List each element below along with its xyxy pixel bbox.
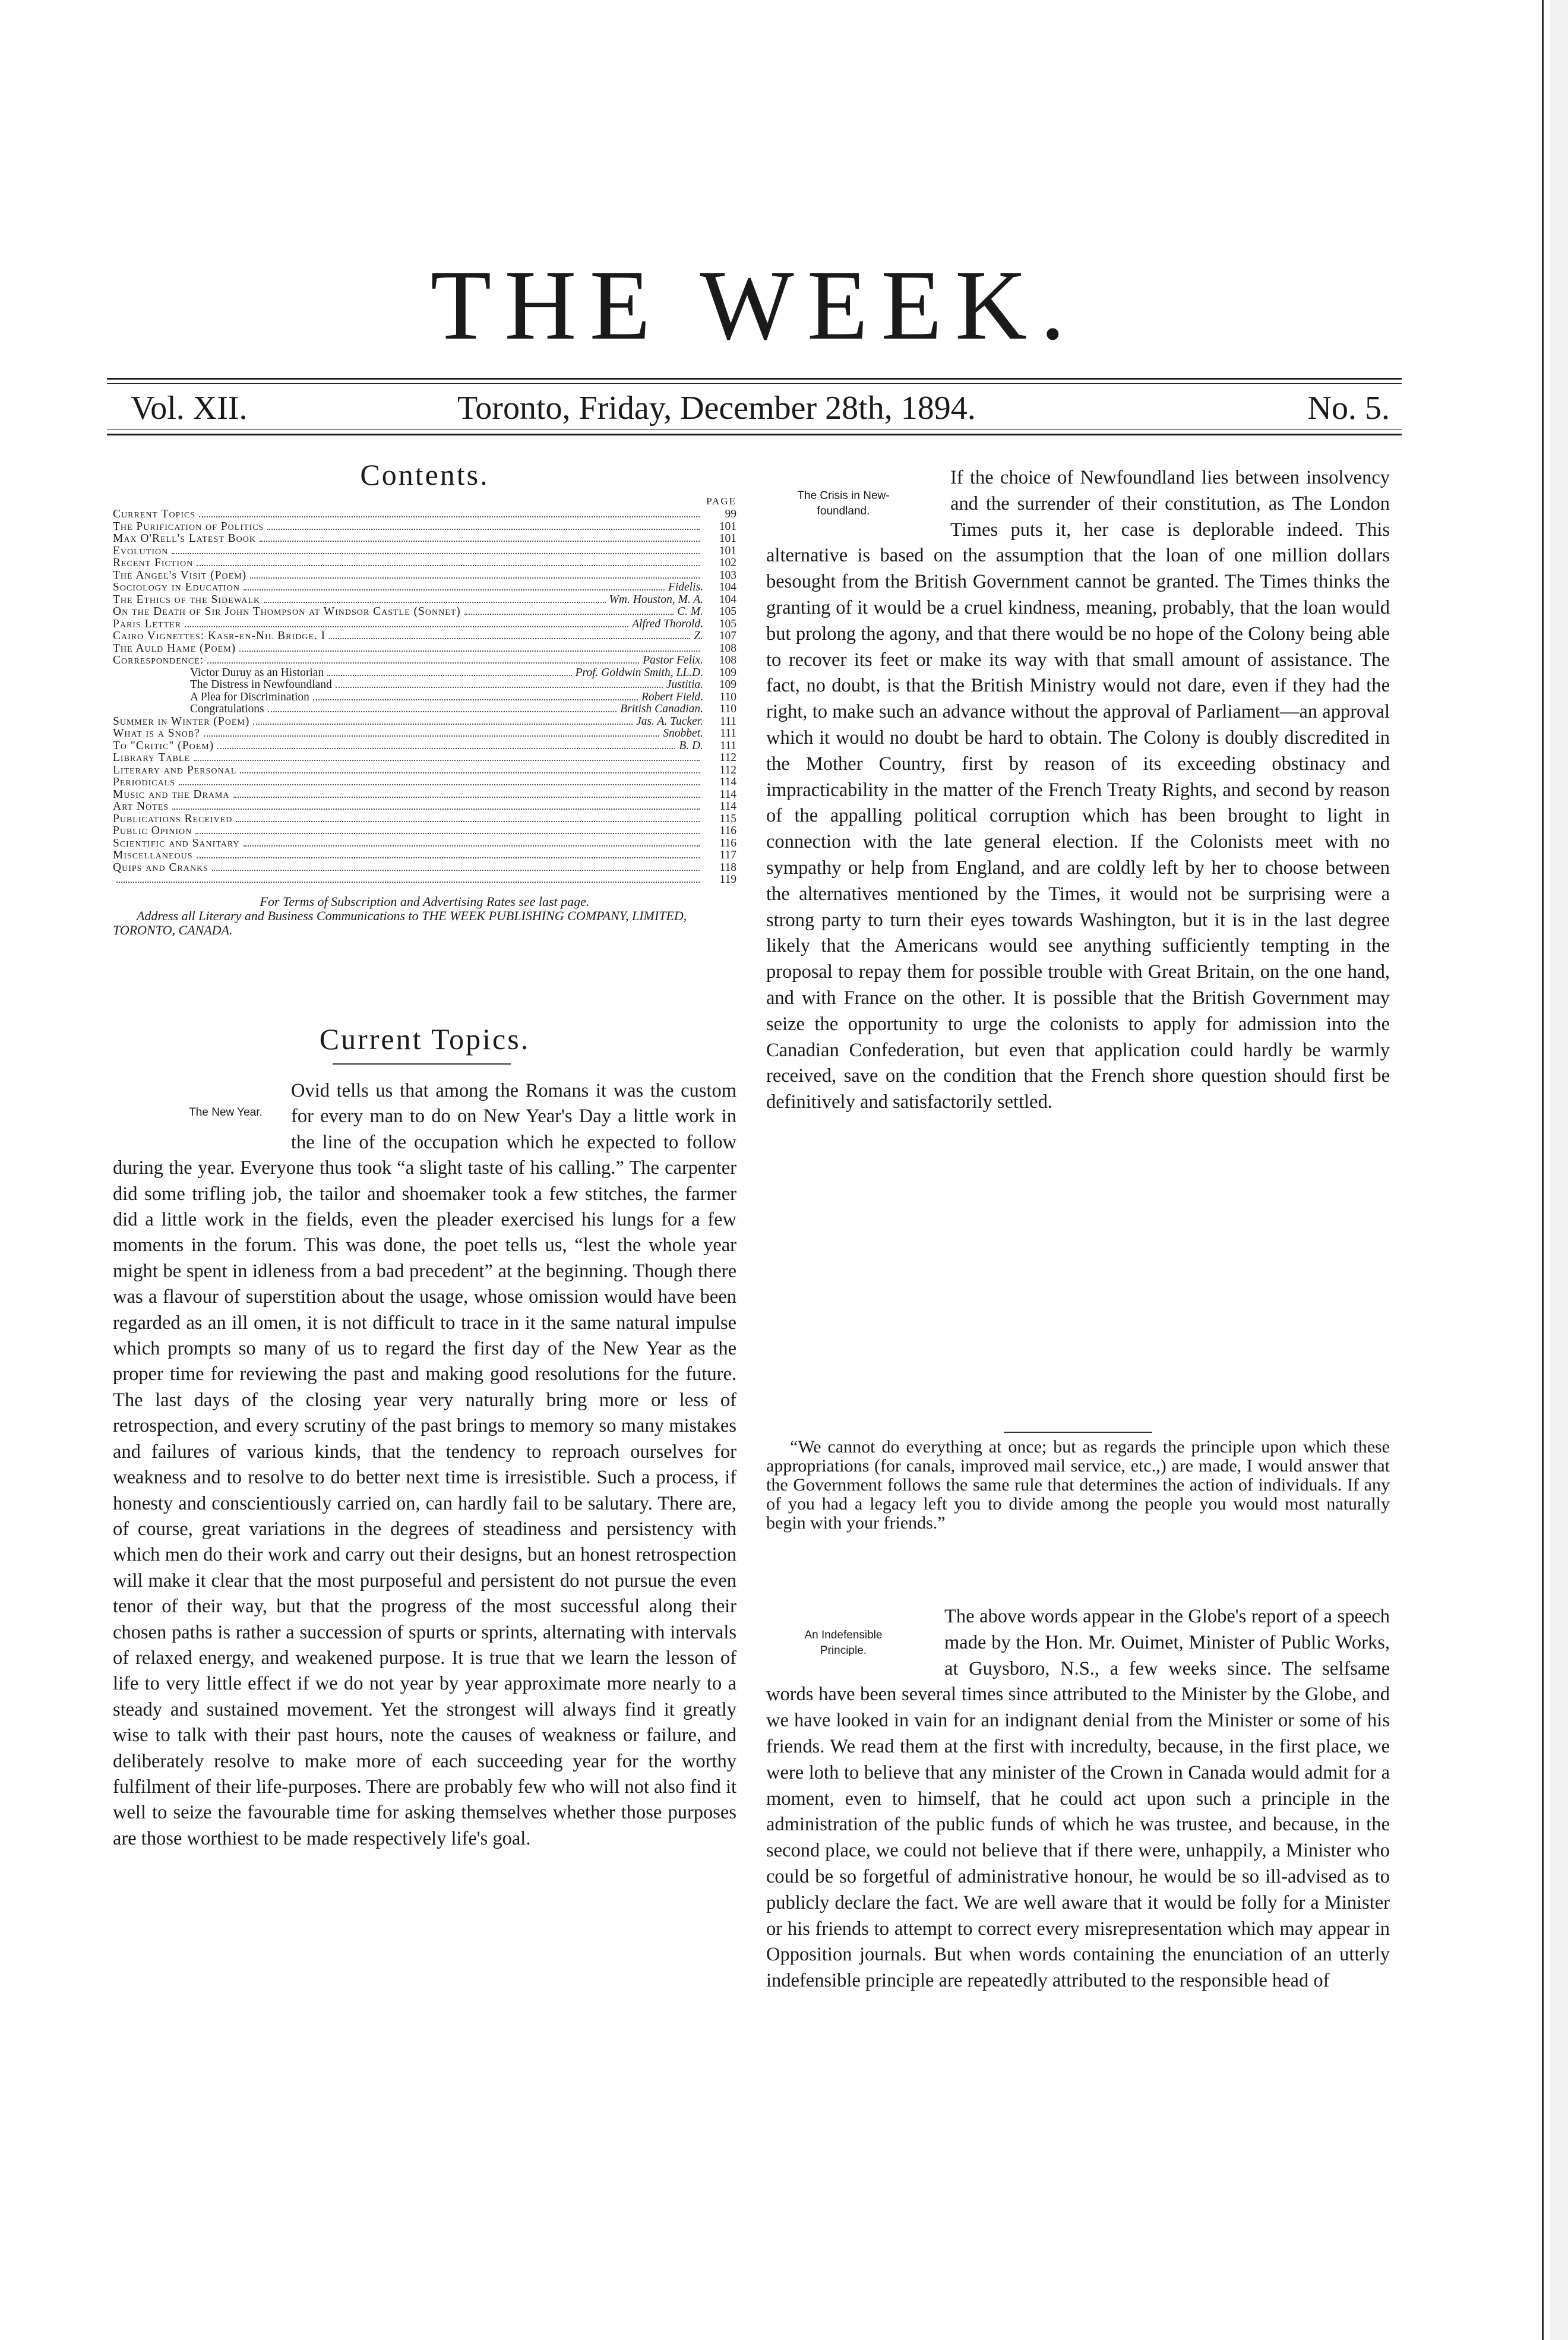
contents-entry-title: Evolution	[113, 544, 169, 557]
contents-entry-page: 101	[719, 520, 736, 533]
contents-section	[113, 457, 736, 937]
contents-entry-title: Recent Fiction	[113, 557, 194, 569]
contents-entry-author: Jas. A. Tucker.	[636, 715, 703, 728]
contents-entry	[113, 582, 736, 594]
contents-entry-title: Victor Duruy as an Historian	[190, 666, 324, 679]
contents-entry-title: Quips and Cranks	[113, 861, 208, 874]
contents-entry	[113, 801, 736, 813]
article-divider	[1004, 1432, 1152, 1433]
contents-entry-page: 104	[719, 581, 736, 593]
contents-entry-title: Miscellaneous	[113, 849, 193, 861]
contents-entry-page: 111	[720, 715, 736, 728]
contents-entry	[113, 728, 736, 740]
contents-entry-title: Sociology in Education	[113, 581, 240, 593]
contents-entry-page: 116	[719, 825, 736, 837]
article-newfoundland-text: If the choice of Newfoundland lies between insolvency and the surrender of their constitution, as The London Times puts it, her case is deplorable indeed. This alternative is based on the assumption that the loan of one million dollars besought from the British Government cannot be granted. The Times thinks the granting of it would be a cruel kindness, meaning, probably, that the loan would but prolong the agony, and that there would be no hope of the Colony being able to recover its feet or make its way with that small amount of assistance. The fact, no doubt, is that the British Ministry would not dare, even if they had the right, to make such an advance without the approval of Parliament—an approval which it would no doubt be hard to obtain. The Colony is doubly discredited in the Mother Country, first by reason of its exceeding obstinacy and impracticability in the matter of the French Treaty Rights, and second by reason of the appalling political corruption which has been brought to light in connection with the late general election. If the Colonists meet with no sympathy or help from England, and are coldly left by her to choose between the alternatives mentioned by the Times, it would not be surprising were a strong party to turn their eyes towards Washington, but it is in the last degree likely that the Americans would see anything sufficiently tempting in the proposal to repay them for possible trouble with Great Britain, on the one hand, and with France on the other. It is possible that the British Government may seize the opportunity to urge the colonists to apply for admission into the Canadian Confederation, but even that application could hardly be warmly received, save on the condition that the French shore question should first be definitively and satisfactorily settled.	[766, 467, 1390, 1113]
leader-dots	[194, 760, 700, 761]
contents-entry	[113, 521, 736, 533]
contents-entry	[113, 509, 736, 521]
leader-dots	[244, 589, 665, 590]
contents-entry-title: The Ethics of the Sidewalk	[113, 593, 261, 606]
leader-dots	[195, 833, 700, 834]
contents-entry	[113, 850, 736, 862]
contents-entry	[113, 655, 736, 667]
leader-dots	[239, 650, 700, 652]
leader-dots	[240, 772, 700, 773]
leader-dots	[267, 529, 700, 530]
contents-entry-title: What is a Snob?	[113, 727, 200, 740]
leader-dots	[197, 857, 700, 858]
leader-dots	[172, 553, 700, 554]
article-new-year	[113, 1078, 736, 1852]
contents-entry	[113, 618, 736, 631]
contents-entry-title: A Plea for Discrimination	[190, 690, 309, 703]
contents-entry-author: Pastor Felix.	[643, 654, 703, 667]
leader-dots	[250, 577, 700, 579]
contents-title: Contents.	[360, 458, 489, 491]
contents-entry	[113, 874, 736, 886]
contents-entry-page: 119	[719, 873, 736, 886]
contents-entry	[113, 691, 736, 704]
address-note: Address all Literary and Business Communications to THE WEEK PUBLISHING COMPANY, LIMITED, TORONTO, CANADA.	[113, 908, 687, 937]
contents-entry	[113, 813, 736, 826]
contents-entry-title: Congratulations	[190, 703, 264, 715]
contents-entry-page: 118	[719, 861, 736, 874]
contents-entry-title: Publications Received	[113, 812, 233, 825]
contents-entry-author: British Canadian.	[620, 703, 703, 715]
leader-dots	[313, 699, 638, 700]
contents-entry-page: 116	[719, 836, 736, 850]
leader-dots	[264, 602, 606, 603]
contents-entry-author: Justitia.	[666, 678, 703, 691]
leader-dots	[336, 687, 663, 688]
contents-entry-author: C. M.	[677, 605, 703, 618]
contents-list	[113, 509, 736, 886]
volume-label: Vol. XII.	[131, 390, 248, 427]
contents-entry-title: Paris Letter	[113, 617, 182, 630]
contents-entry	[113, 838, 736, 850]
contents-entry	[113, 703, 736, 716]
contents-entry	[113, 789, 736, 801]
contents-entry-title: The Auld Hame (Poem)	[113, 642, 236, 655]
contents-entry-title: Current Topics	[113, 508, 196, 520]
contents-entry-page: 107	[719, 630, 736, 642]
contents-entry-author: Z.	[694, 630, 703, 642]
leader-dots	[268, 711, 617, 712]
contents-entry-author: Snobbet.	[663, 727, 703, 740]
contents-entry-title: Art Notes	[113, 800, 169, 813]
contents-entry-title: Max O'Rell's Latest Book	[113, 532, 256, 545]
contents-entry	[113, 557, 736, 570]
contents-entry	[113, 862, 736, 874]
contents-entry	[113, 533, 736, 545]
contents-entry-page: 108	[719, 642, 736, 655]
leader-dots	[260, 541, 700, 542]
contents-entry-page: 111	[720, 727, 736, 740]
contents-entry-page: 110	[719, 690, 736, 703]
leader-dots	[116, 882, 700, 883]
contents-entry	[113, 570, 736, 582]
article-principle-text: The above words appear in the Globe's report of a speech made by the Hon. Mr. Ouimet, Minister of Public Works, at Guysboro, N.S., a few weeks since. The selfsame words have been several times since attributed to the Minister by the Globe, and we have looked in vain for an indignant denial from the Minister or some of his friends. We read them at the first with incredulty, because, in the first place, we were loth to believe that any minister of the Crown in Canada would admit for a moment, even to himself, that he could act upon such a principle in the administration of the public funds of which he was trustee, and because, in the second place, we could not believe that if there were, unhappily, a Minister who could be so forgetful of administrative honour, he would be so ill-advised as to publicly declare the fact. We are well aware that it would be folly for a Minister or his friends to attempt to correct every misrepresentation which may appear in Opposition journals. But when words containing the enunciation of an utterly indefensible principle are repeatedly attributed to the responsible head of	[766, 1606, 1390, 1992]
leader-dots	[185, 626, 628, 627]
contents-entry-author: Robert Field.	[641, 690, 703, 703]
contents-entry-page: 109	[719, 678, 736, 691]
section-rule	[333, 1063, 511, 1065]
contents-entry	[113, 630, 736, 643]
contents-entry-page: 112	[719, 763, 736, 776]
contents-entry	[113, 667, 736, 680]
contents-entry-title: The Distress in Newfoundland	[190, 678, 332, 691]
contents-entry	[113, 752, 736, 765]
contents-entry	[113, 643, 736, 655]
contents-entry-title: Cairo Vignettes: Kasr-en-Nil Bridge. I	[113, 630, 326, 642]
contents-entry-page: 102	[719, 557, 736, 569]
leader-dots	[199, 516, 700, 517]
quoted-speech: “We cannot do everything at once; but as regards the principle upon which these appropriations (for canals, improved mail service, etc.,) are made, I would answer that the Government follows the same rule that determines the action of individuals. If any of you had a legacy left you to divide among the people you would most naturally begin with your friends.”	[766, 1437, 1390, 1533]
leader-dots	[207, 662, 639, 664]
contents-entry-page: 109	[719, 666, 736, 679]
article-newfoundland	[766, 465, 1390, 1116]
contents-entry-page: 108	[719, 654, 736, 667]
sidenote-newfoundland: The Crisis in New-foundland.	[797, 490, 890, 517]
contents-entry	[113, 825, 736, 838]
contents-entry-author: Prof. Goldwin Smith, LL.D.	[575, 666, 703, 679]
contents-entry	[113, 740, 736, 753]
contents-entry-page: 114	[719, 800, 736, 813]
leader-dots	[233, 797, 700, 798]
contents-entry-title: Public Opinion	[113, 825, 192, 837]
page-margin	[1550, 0, 1568, 2340]
contents-entry-title: Scientific and Sanitary	[113, 836, 240, 850]
sidenote-spacer	[113, 1078, 291, 1155]
contents-entry	[113, 776, 736, 789]
leader-dots	[236, 821, 700, 822]
contents-entry	[113, 545, 736, 558]
issue-number: No. 5.	[1307, 390, 1390, 427]
leader-dots	[204, 735, 659, 737]
place-date: Toronto, Friday, December 28th, 1894.	[457, 390, 976, 427]
contents-entry	[113, 765, 736, 777]
contents-entry-page: 105	[719, 617, 736, 630]
terms-note: For Terms of Subscription and Advertising Rates see last page.	[260, 893, 590, 909]
contents-entry-page: 117	[719, 849, 736, 861]
contents-entry-page: 104	[719, 593, 736, 606]
current-topics-title: Current Topics.	[319, 1022, 530, 1056]
issue-rule-thin	[107, 429, 1402, 430]
contents-entry-title: The Angel's Visit (Poem)	[113, 569, 247, 582]
contents-entry-title: Correspondence:	[113, 654, 204, 667]
contents-entry-title: Periodicals	[113, 776, 176, 788]
contents-entry-author: Alfred Thorold.	[632, 617, 703, 630]
issue-rule	[107, 434, 1402, 435]
contents-entry	[113, 594, 736, 607]
contents-entry-title: The Purification of Politics	[113, 520, 264, 533]
masthead-rule-top	[107, 378, 1402, 380]
leader-dots	[212, 870, 700, 871]
contents-entry-page: 114	[719, 788, 736, 801]
leader-dots	[179, 784, 700, 785]
contents-entry-page: 105	[719, 605, 736, 618]
leader-dots	[253, 724, 633, 725]
leader-dots	[197, 565, 700, 566]
sidenote-new-year: The New Year.	[189, 1106, 263, 1119]
leader-dots	[327, 675, 571, 676]
contents-entry-page: 110	[719, 703, 736, 715]
contents-entry-page: 103	[719, 569, 736, 582]
page-edge-line	[1542, 0, 1544, 2340]
leader-dots	[464, 614, 674, 615]
contents-entry-title: Music and the Drama	[113, 788, 230, 801]
contents-entry-title: Library Table	[113, 751, 191, 764]
leader-dots	[172, 809, 700, 810]
contents-entry-title: Literary and Personal	[113, 763, 237, 776]
contents-entry-title: On the Death of Sir John Thompson at Windsor Castle (Sonnet)	[113, 605, 461, 618]
contents-entry-title: To "Critic" (Poem)	[113, 739, 214, 752]
sidenote-spacer	[766, 465, 950, 541]
leader-dots	[244, 845, 700, 847]
leader-dots	[217, 748, 675, 749]
leader-dots	[329, 638, 690, 639]
contents-entry-page: 114	[719, 776, 736, 788]
article-new-year-text: Ovid tells us that among the Romans it was the custom for every man to do on New Year's Day a little work in the line of the occupation which he expected to follow during the year. Everyone thus took “a slight taste of his calling.” The carpenter did some trifling job, the tailor and shoemaker took a few stitches, the farmer did a little work in the fields, even the pleader exercised his lungs for a few moments in the forum. This was done, the poet tells us, “lest the whole year might be spent in idleness from a bad precedent” at the beginning. Though there was a flavour of superstition about the usage, whose omission would have been regarded as an ill omen, it is not difficult to trace in it the same natural impulse which prompts so many of us to regard the first day of the New Year as the proper time for reviewing the past and making good resolutions for the future. The last days of the closing year very naturally bring more or less of retrospection, and every scrutiny of the past brings to memory so many mistakes and failures of various kinds, that the tendency to reproach ourselves for weakness and to resolve to do better next time is irresistible. Such a process, if honesty and conscientiously carried on, can hardly fail to be salutary. There are, of course, great variations in the degrees of steadiness and persistency with which men do their work and carry out their designs, but an honest retrospection will make it clear that the most purposeful and persistent do not pursue the even tenor of their way, but that the progress of the most successful along their chosen paths is rather a succession of spurts or sprints, alternating with intervals of relaxed energy, and weakened purpose. It is true that we learn the lesson of life to very little effect if we do not year by year approximate more nearly to a steady and sustained movement. Yet the strongest will always find it greatly wise to talk with their past hours, note the causes of weakness or failure, and deliberately resolve to make more of each succeeding year for the worthy fulfilment of their life-purposes. There are probably few who will not also find it well to seize the favourable time for asking themselves whether those purposes are those worthiest to be made respectively life's goal.	[113, 1080, 736, 1849]
sidenote-spacer	[766, 1604, 944, 1680]
contents-entry-author: Fidelis.	[668, 581, 703, 593]
contents-entry-author: Wm. Houston, M. A.	[609, 593, 703, 606]
issue-line	[107, 389, 1402, 437]
contents-entry-author: B. D.	[679, 739, 703, 752]
contents-entry	[113, 716, 736, 728]
masthead-title: THE WEEK.	[430, 250, 1079, 361]
contents-page-header: PAGE	[706, 495, 736, 507]
sidenote-principle: An Indefensible Principle.	[804, 1629, 883, 1657]
contents-entry-title: Summer in Winter (Poem)	[113, 715, 250, 728]
article-principle	[766, 1604, 1390, 1994]
contents-entry-page: 112	[719, 751, 736, 764]
contents-entry	[113, 679, 736, 691]
contents-entry-page: 101	[719, 532, 736, 545]
contents-entry-page: 101	[719, 544, 736, 557]
contents-entry-page: 115	[719, 812, 736, 825]
contents-entry	[113, 606, 736, 618]
contents-entry-page: 111	[720, 739, 736, 752]
masthead-rule-top-thin	[107, 383, 1402, 384]
contents-entry-page: 99	[725, 508, 736, 520]
